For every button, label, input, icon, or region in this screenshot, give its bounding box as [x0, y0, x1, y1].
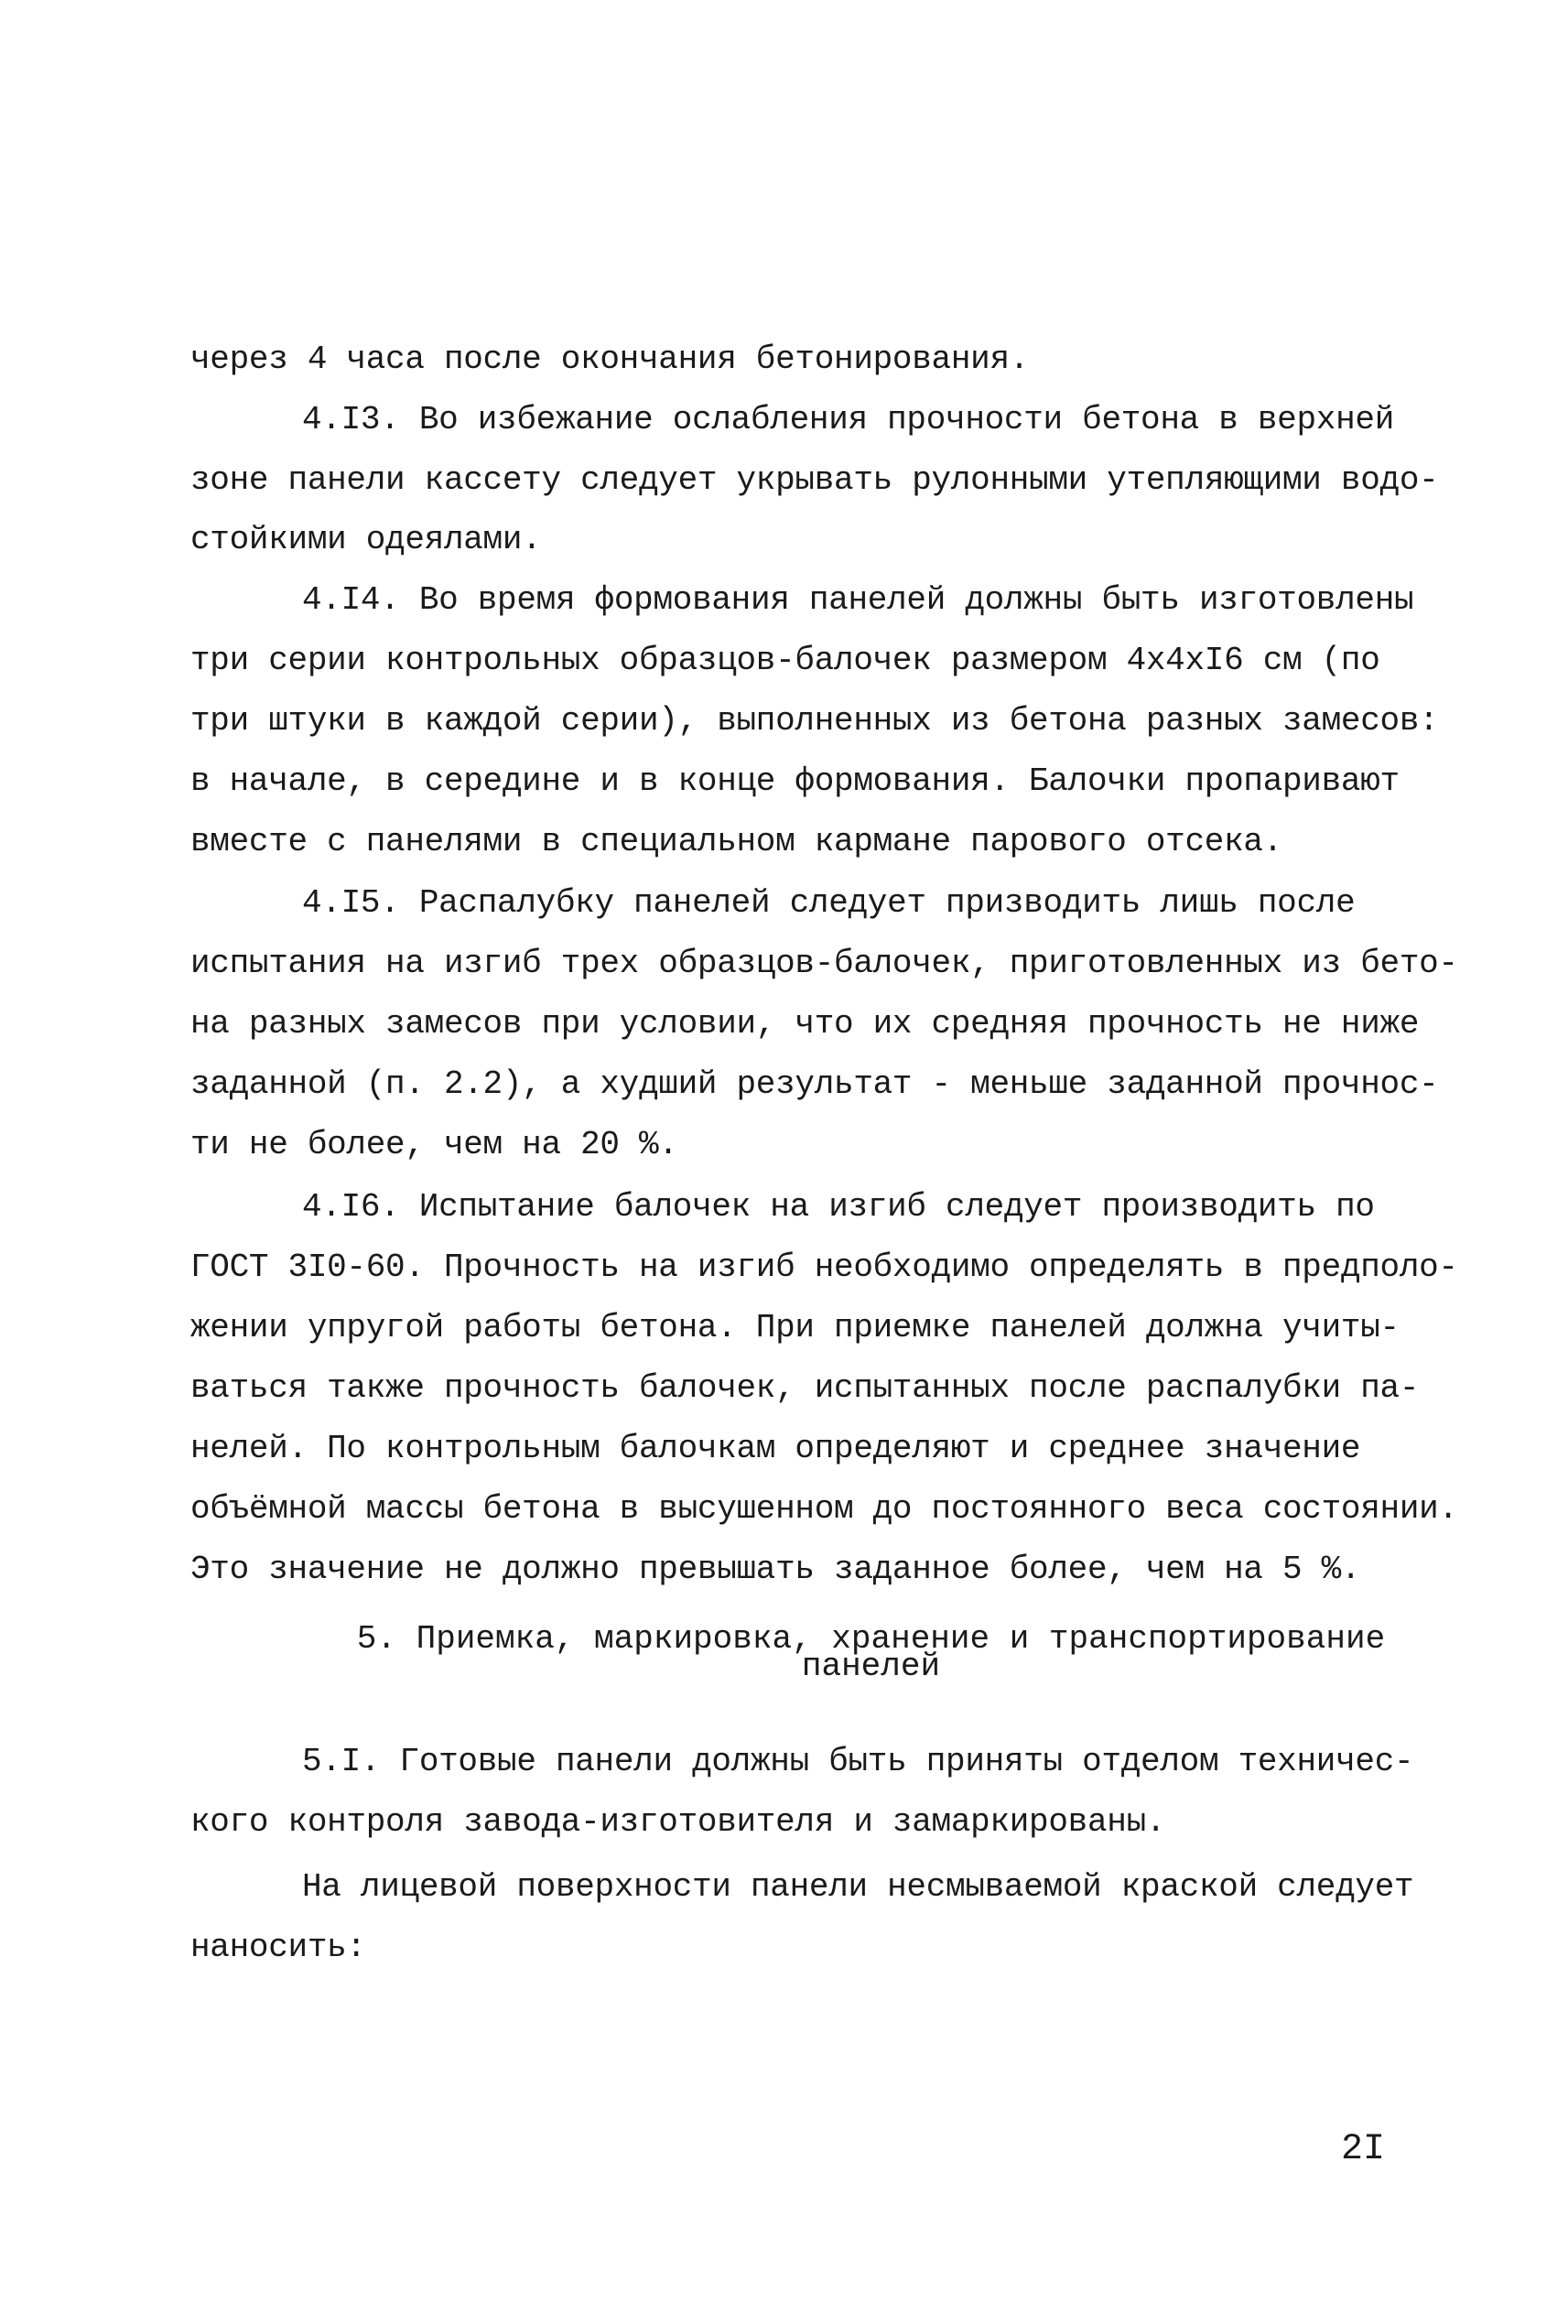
- text-line: Это значение не должно превышать заданное более, чем на 5 %.: [190, 1551, 1361, 1588]
- page-number: 2I: [1341, 2129, 1386, 2170]
- text-line: три штуки в каждой серии), выполненных из бетона разных замесов:: [190, 702, 1439, 740]
- text-line: через 4 часа после окончания бетонирования.: [190, 340, 1030, 378]
- text-line: кого контроля завода-изготовителя и замаркированы.: [190, 1803, 1166, 1841]
- section-heading-continued: панелей: [801, 1648, 941, 1685]
- text-line: зоне панели кассету следует укрывать рулонными утепляющими водо-: [190, 461, 1439, 499]
- text-line: ГОСТ 3I0-60. Прочность на изгиб необходимо определять в предполо-: [190, 1248, 1458, 1286]
- text-line: три серии контрольных образцов-балочек размером 4х4хI6 см (по: [190, 642, 1380, 679]
- text-line: на разных замесов при условии, что их средняя прочность не ниже: [190, 1005, 1420, 1043]
- text-line: нелей. По контрольным балочкам определяют и среднее значение: [190, 1430, 1361, 1467]
- section-heading: 5. Приемка, маркировка, хранение и транспортирование: [356, 1620, 1386, 1658]
- text-line: ваться также прочность балочек, испытанных после распалубки па-: [190, 1369, 1420, 1407]
- text-line: ти не более, чем на 20 %.: [190, 1126, 678, 1163]
- text-line: вместе с панелями в специальном кармане парового отсека.: [190, 823, 1282, 860]
- text-line: На лицевой поверхности панели несмываемой краской следует: [302, 1868, 1414, 1906]
- text-line: 4.I3. Во избежание ослабления прочности бетона в верхней: [302, 401, 1394, 438]
- text-line: в начале, в середине и в конце формования. Балочки пропаривают: [190, 762, 1400, 800]
- text-line: 4.I4. Во время формования панелей должны быть изготовлены: [302, 581, 1414, 619]
- text-line: испытания на изгиб трех образцов-балочек, приготовленных из бето-: [190, 945, 1458, 982]
- text-line: жении упругой работы бетона. При приемке панелей должна учиты-: [190, 1309, 1400, 1346]
- text-line: 4.I6. Испытание балочек на изгиб следует производить по: [302, 1188, 1375, 1226]
- text-line: наносить:: [190, 1929, 366, 1966]
- text-line: объёмной массы бетона в высушенном до постоянного веса состоянии.: [190, 1490, 1458, 1528]
- text-line: заданной (п. 2.2), а худший результат - меньше заданной прочнос-: [190, 1065, 1439, 1103]
- text-line: 4.I5. Распалубку панелей следует призводить лишь после: [302, 884, 1356, 922]
- text-line: 5.I. Готовые панели должны быть приняты отделом техничес-: [302, 1743, 1414, 1780]
- text-line: стойкими одеялами.: [190, 521, 542, 558]
